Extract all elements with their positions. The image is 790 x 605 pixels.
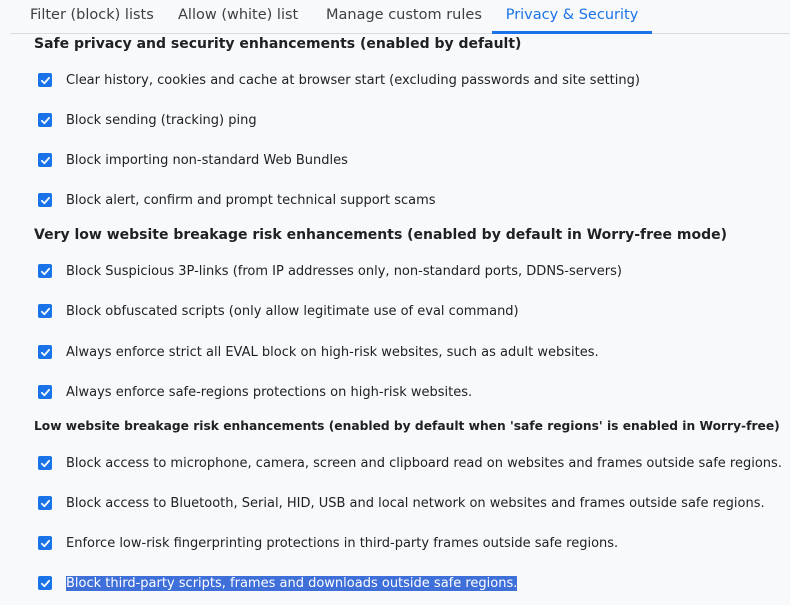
- checkbox-checked[interactable]: [38, 536, 52, 550]
- checkbox-checked[interactable]: [38, 385, 52, 399]
- option-label: Block obfuscated scripts (only allow legitimate use of eval command): [66, 303, 519, 319]
- tab-label: Privacy & Security: [505, 7, 639, 23]
- privacy-security-panel: [0, 33, 790, 605]
- checkmark-icon: [40, 266, 51, 277]
- checkmark-icon: [40, 387, 51, 398]
- option-block-media-access[interactable]: [38, 453, 782, 473]
- checkbox-checked[interactable]: [38, 456, 52, 470]
- option-label: Clear history, cookies and cache at browser start (excluding passwords and site setting): [66, 72, 640, 88]
- option-enforce-safe-regions[interactable]: [38, 382, 472, 402]
- option-label: Block alert, confirm and prompt technical support scams: [66, 192, 436, 208]
- checkbox-checked[interactable]: [38, 264, 52, 278]
- checkmark-icon: [40, 75, 51, 86]
- checkmark-icon: [40, 115, 51, 126]
- option-block-ping[interactable]: [38, 110, 257, 130]
- option-block-web-bundles[interactable]: [38, 150, 348, 170]
- checkbox-checked[interactable]: [38, 113, 52, 127]
- checkbox-checked[interactable]: [38, 345, 52, 359]
- tab-label: Manage custom rules: [326, 7, 482, 23]
- option-fingerprinting-protections[interactable]: [38, 533, 618, 553]
- tab-allow-list[interactable]: [178, 0, 299, 33]
- option-label: Block access to microphone, camera, screen and clipboard read on websites and frames outside safe regions.: [66, 455, 782, 471]
- option-clear-history[interactable]: [38, 70, 640, 90]
- option-label: Block importing non-standard Web Bundles: [66, 152, 348, 168]
- checkbox-checked[interactable]: [38, 73, 52, 87]
- option-strict-eval-block[interactable]: [38, 342, 599, 362]
- checkbox-checked[interactable]: [38, 576, 52, 590]
- tab-label: Allow (white) list: [178, 7, 299, 23]
- option-label: Block access to Bluetooth, Serial, HID, USB and local network on websites and frames outside safe regions.: [66, 495, 765, 511]
- option-label: Always enforce strict all EVAL block on high-risk websites, such as adult websites.: [66, 344, 599, 360]
- checkmark-icon: [40, 538, 51, 549]
- option-label: Block sending (tracking) ping: [66, 112, 257, 128]
- section-title: Safe privacy and security enhancements (enabled by default): [34, 36, 522, 52]
- tab-filter-lists[interactable]: [30, 0, 154, 33]
- section-title: Low website breakage risk enhancements (enabled by default when 'safe regions' is enabled in Worry-free): [34, 419, 780, 433]
- section-title: Very low website breakage risk enhancements (enabled by default in Worry-free mode): [34, 227, 728, 243]
- checkmark-icon: [40, 578, 51, 589]
- checkbox-checked[interactable]: [38, 193, 52, 207]
- tab-privacy-security[interactable]: [492, 0, 652, 33]
- checkmark-icon: [40, 347, 51, 358]
- option-label: Enforce low-risk fingerprinting protections in third-party frames outside safe regions.: [66, 535, 619, 551]
- option-block-device-access[interactable]: [38, 493, 765, 513]
- option-label: Always enforce safe-regions protections on high-risk websites.: [66, 384, 473, 400]
- checkmark-icon: [40, 155, 51, 166]
- option-label-selected: Block third-party scripts, frames and downloads outside safe regions.: [66, 575, 518, 591]
- option-block-obfuscated-scripts[interactable]: [38, 301, 519, 321]
- checkmark-icon: [40, 458, 51, 469]
- checkmark-icon: [40, 195, 51, 206]
- option-label: Block Suspicious 3P-links (from IP addresses only, non-standard ports, DDNS-servers): [66, 263, 622, 279]
- option-block-support-scams[interactable]: [38, 190, 436, 210]
- tab-bar: [10, 0, 790, 34]
- checkbox-checked[interactable]: [38, 153, 52, 167]
- tab-custom-rules[interactable]: [326, 0, 482, 33]
- checkbox-checked[interactable]: [38, 304, 52, 318]
- checkmark-icon: [40, 306, 51, 317]
- tab-label: Filter (block) lists: [30, 7, 154, 23]
- checkbox-checked[interactable]: [38, 496, 52, 510]
- option-block-suspicious-3p-links[interactable]: [38, 261, 622, 281]
- option-block-third-party-scripts[interactable]: [38, 573, 517, 593]
- checkmark-icon: [40, 498, 51, 509]
